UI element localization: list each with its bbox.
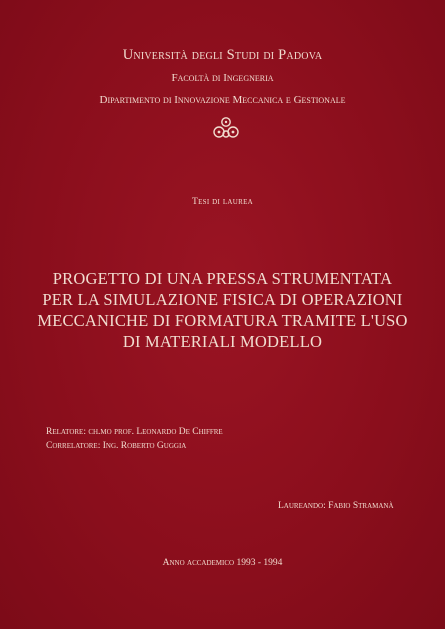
thesis-title [0, 268, 445, 352]
title-line: DI MATERIALI MODELLO [122, 332, 323, 351]
university-name: Università degli Studi di Padova [122, 47, 323, 63]
faculty-name: Facoltà di Ingegneria [171, 72, 274, 84]
department-name: Dipartimento di Innovazione Meccanica e Gestionale [99, 94, 346, 106]
relatore-line: Relatore: ch.mo prof. Leonardo De Chiffre [46, 427, 223, 437]
department-logo-icon [211, 115, 241, 141]
laureando-line: Laureando: Fabio Stramanà [278, 501, 394, 511]
title-line: PER LA SIMULAZIONE FISICA DI OPERAZIONI [42, 290, 403, 309]
academic-year: Anno accademico 1993 - 1994 [162, 558, 283, 568]
document-type: Tesi di laurea [191, 197, 254, 207]
correlatore-line: Correlatore: Ing. Roberto Guggia [46, 441, 187, 451]
title-line: PROGETTO DI UNA PRESSA STRUMENTATA [52, 269, 393, 288]
title-line: MECCANICHE DI FORMATURA TRAMITE L'USO [37, 311, 408, 330]
